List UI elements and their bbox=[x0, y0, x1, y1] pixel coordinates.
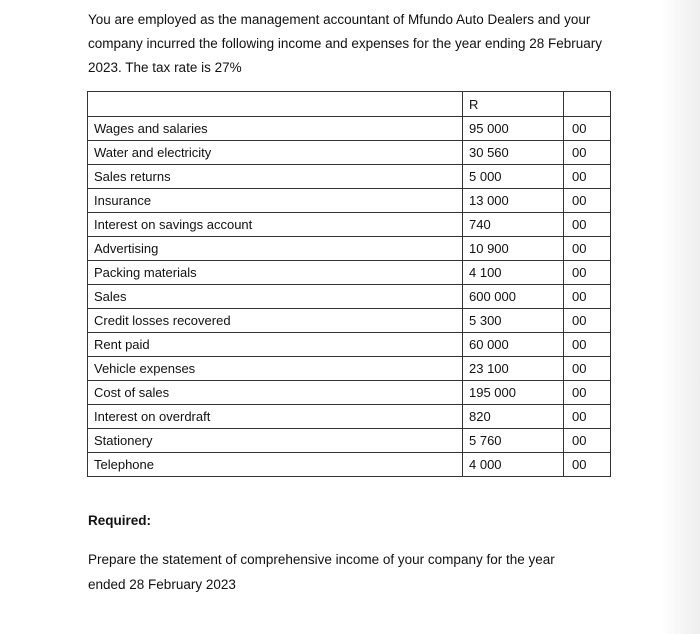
item-cell: Rent paid bbox=[88, 333, 463, 357]
item-cell: Sales returns bbox=[88, 165, 463, 189]
amount-cell: 5 760 bbox=[463, 429, 564, 453]
amount-cell: 5 000 bbox=[463, 165, 564, 189]
table-row bbox=[88, 189, 611, 213]
item-cell: Insurance bbox=[88, 189, 463, 213]
amount-cell: 95 000 bbox=[463, 117, 564, 141]
income-expense-table bbox=[87, 91, 611, 477]
table-row bbox=[88, 333, 611, 357]
header-currency-cell: R bbox=[463, 92, 564, 117]
cents-cell: 00 bbox=[564, 453, 611, 477]
task-paragraph bbox=[88, 547, 628, 597]
amount-cell: 10 900 bbox=[463, 237, 564, 261]
cents-cell: 00 bbox=[564, 405, 611, 429]
cents-cell: 00 bbox=[564, 357, 611, 381]
table-row bbox=[88, 141, 611, 165]
table-row bbox=[88, 429, 611, 453]
intro-line-2: company incurred the following income and expenses for the year ending 28 February bbox=[88, 36, 603, 51]
item-cell: Sales bbox=[88, 285, 463, 309]
cents-cell: 00 bbox=[564, 165, 611, 189]
table-row bbox=[88, 213, 611, 237]
item-cell: Interest on savings account bbox=[88, 213, 463, 237]
amount-cell: 4 000 bbox=[463, 453, 564, 477]
page-edge-shadow bbox=[660, 0, 700, 634]
item-cell: Cost of sales bbox=[88, 381, 463, 405]
cents-cell: 00 bbox=[564, 189, 611, 213]
table-row bbox=[88, 453, 611, 477]
table-row bbox=[88, 405, 611, 429]
header-item-cell bbox=[88, 92, 463, 117]
item-cell: Stationery bbox=[88, 429, 463, 453]
table-row bbox=[88, 261, 611, 285]
item-cell: Credit losses recovered bbox=[88, 309, 463, 333]
amount-cell: 4 100 bbox=[463, 261, 564, 285]
task-line-2: ended 28 February 2023 bbox=[88, 577, 236, 592]
intro-paragraph bbox=[88, 8, 628, 80]
intro-line-1: You are employed as the management accountant of Mfundo Auto Dealers and your bbox=[88, 12, 591, 27]
cents-cell: 00 bbox=[564, 213, 611, 237]
table-row bbox=[88, 117, 611, 141]
required-heading: Required: bbox=[88, 513, 152, 528]
table-row bbox=[88, 237, 611, 261]
amount-cell: 13 000 bbox=[463, 189, 564, 213]
cents-cell: 00 bbox=[564, 285, 611, 309]
amount-cell: 23 100 bbox=[463, 357, 564, 381]
table-row bbox=[88, 309, 611, 333]
amount-cell: 600 000 bbox=[463, 285, 564, 309]
item-cell: Water and electricity bbox=[88, 141, 463, 165]
task-line-1: Prepare the statement of comprehensive income of your company for the year bbox=[88, 552, 555, 567]
amount-cell: 820 bbox=[463, 405, 564, 429]
item-cell: Vehicle expenses bbox=[88, 357, 463, 381]
cents-cell: 00 bbox=[564, 381, 611, 405]
amount-cell: 5 300 bbox=[463, 309, 564, 333]
item-cell: Telephone bbox=[88, 453, 463, 477]
cents-cell: 00 bbox=[564, 237, 611, 261]
table-row bbox=[88, 381, 611, 405]
amount-cell: 740 bbox=[463, 213, 564, 237]
item-cell: Wages and salaries bbox=[88, 117, 463, 141]
table-header-row bbox=[88, 92, 611, 117]
cents-cell: 00 bbox=[564, 333, 611, 357]
amount-cell: 195 000 bbox=[463, 381, 564, 405]
amount-cell: 60 000 bbox=[463, 333, 564, 357]
cents-cell: 00 bbox=[564, 117, 611, 141]
cents-cell: 00 bbox=[564, 141, 611, 165]
table-row bbox=[88, 357, 611, 381]
cents-cell: 00 bbox=[564, 309, 611, 333]
item-cell: Advertising bbox=[88, 237, 463, 261]
amount-cell: 30 560 bbox=[463, 141, 564, 165]
item-cell: Packing materials bbox=[88, 261, 463, 285]
item-cell: Interest on overdraft bbox=[88, 405, 463, 429]
cents-cell: 00 bbox=[564, 261, 611, 285]
intro-line-3: 2023. The tax rate is 27% bbox=[88, 60, 242, 75]
header-cents-cell bbox=[564, 92, 611, 117]
table-row bbox=[88, 165, 611, 189]
cents-cell: 00 bbox=[564, 429, 611, 453]
table-row bbox=[88, 285, 611, 309]
